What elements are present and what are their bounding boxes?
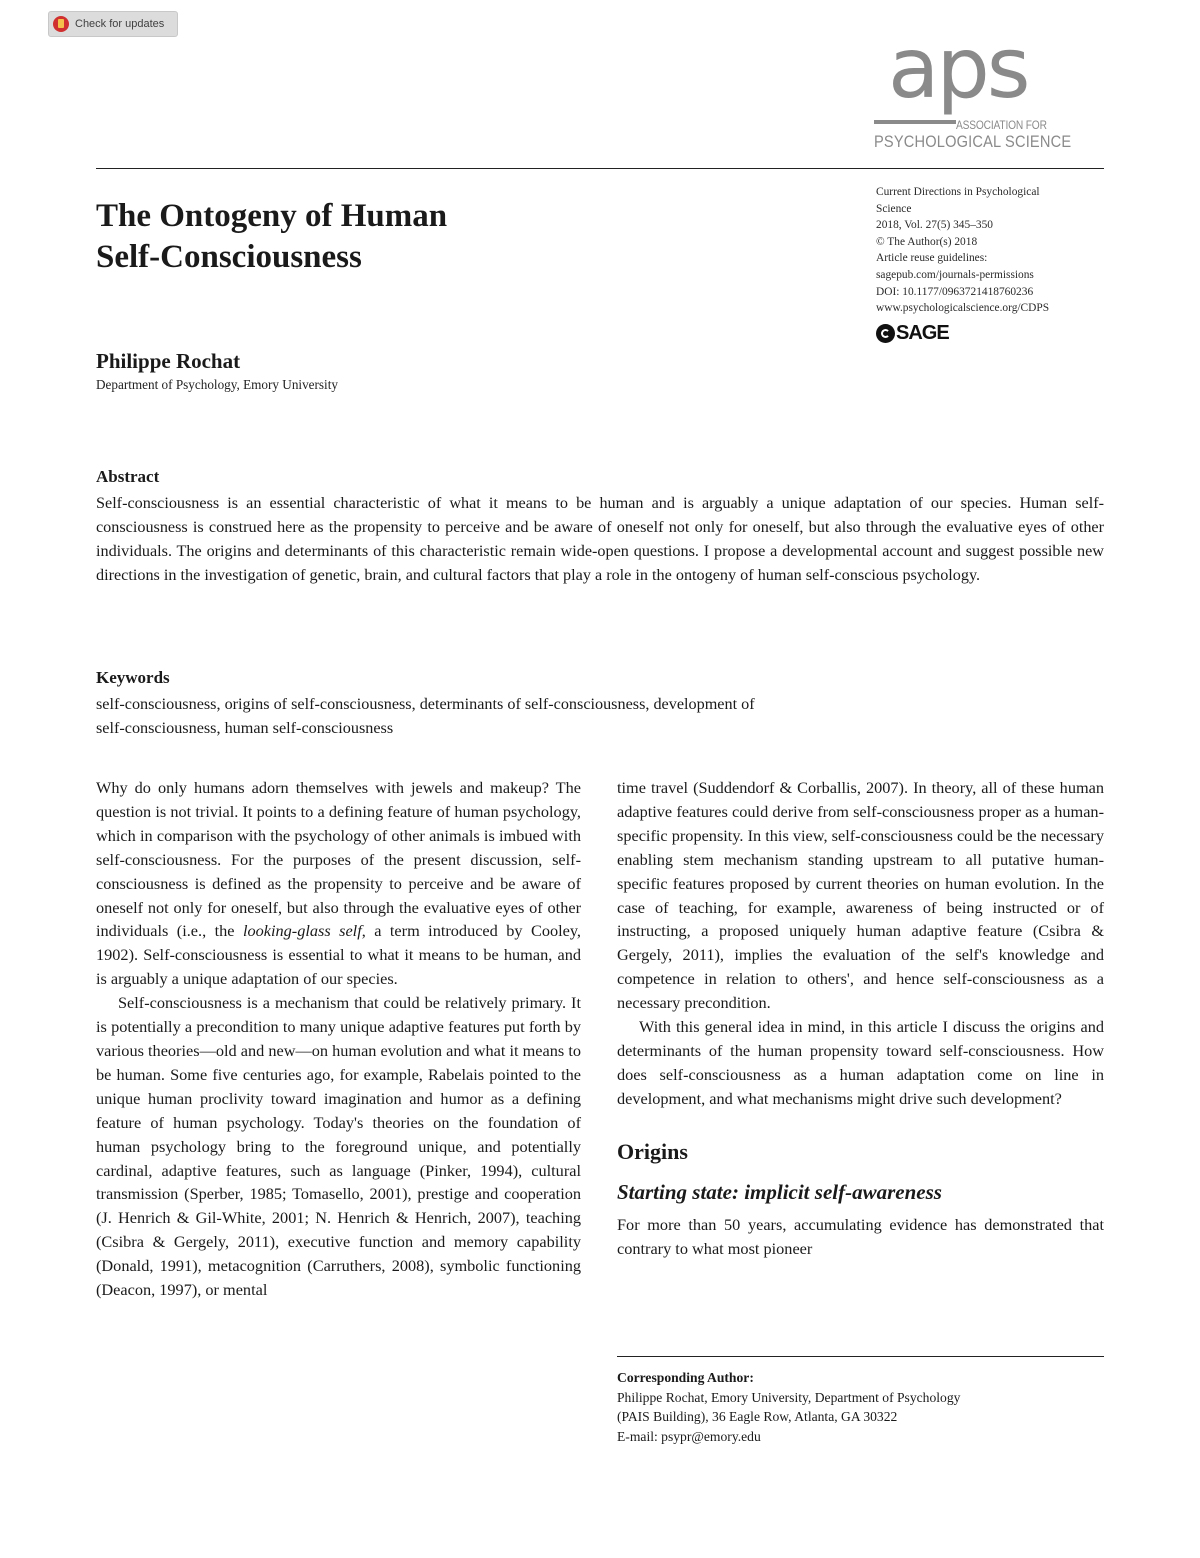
sage-logo-icon	[876, 324, 895, 343]
email-link[interactable]: psypr@emory.edu	[661, 1428, 761, 1444]
body-paragraph: Self-consciousness is a mechanism that could be relatively primary. It is potentially a precondition to many unique adaptive features put forth by various theories—old and new—on human evolution and what it means to be human. Some five centuries ago, for example, Rabelais pointed to the unique human proclivity toward imagination and humor as a defining feature of human psychology. Today's theories on the foundation of human psychology bring to the foreground unique, and potentially cardinal, adaptive features, such as language (Pinker, 1994), cultural transmission (Sperber, 1985; Tomasello, 2001), prestige and cooperation (J. Henrich & Gil-White, 2001; N. Henrich & Henrich, 2007), teaching (Csibra & Gergely, 2011), executive function and memory capability (Donald, 1991), metacognition (Carruthers, 2008), symbolic functioning (Deacon, 1997), or mental	[96, 993, 581, 1300]
italic-term: looking-glass self	[242, 921, 362, 941]
paragraph-text: , a term introduced by Cooley, 1902). Self-consciousness is essential to what it means to be human, and is arguably a unique adaptation of our species.	[96, 921, 581, 989]
volume-info: 2018, Vol. 27(5) 345–350	[876, 219, 993, 232]
sage-logo-word: SAGE	[896, 322, 949, 344]
abstract-text: Self-consciousness is an essential characteristic of what it means to be human and is arguably a unique adaptation of our species. Human self-consciousness is construed here as the propensity to perceive and be aware of oneself not only for oneself, but also through the evaluative eyes of other individuals. The origins and determinants of this characteristic remain wide-open questions. I propose a developmental account and suggest possible new directions in the investigation of genetic, brain, and cultural factors that play a role in the ontogeny of human self-conscious psychology.	[96, 494, 1104, 584]
keywords-line: self-consciousness, human self-consciousness	[96, 719, 394, 737]
email-label: E-mail:	[617, 1428, 662, 1444]
body-column-right	[617, 776, 1104, 1261]
footnote-email-line	[617, 1427, 1104, 1447]
body-paragraph: With this general idea in mind, in this article I discuss the origins and determinants of the human propensity toward self-consciousness. How does self-consciousness as a human adaptation come on line in development, and what mechanisms might drive such development?	[617, 1017, 1104, 1108]
subsection-heading: Starting state: implicit self-awareness	[617, 1179, 942, 1204]
sage-logo	[876, 322, 949, 345]
update-badge-icon	[53, 16, 69, 32]
section-heading: Origins	[617, 1138, 688, 1164]
body-paragraph	[96, 776, 581, 991]
doi[interactable]: DOI: 10.1177/0963721418760236	[876, 285, 1034, 298]
keywords-heading: Keywords	[96, 668, 170, 687]
aps-logo-mark: aps	[888, 19, 1028, 117]
title-line: Self-Consciousness	[96, 239, 362, 275]
keywords-line: self-consciousness, origins of self-consciousness, determinants of self-consciousness, development of	[96, 695, 755, 713]
corresponding-author-footnote	[617, 1368, 1104, 1446]
aps-logo-bar	[874, 120, 956, 124]
reuse-label: Article reuse guidelines:	[876, 252, 988, 265]
journal-metadata	[876, 184, 1104, 317]
body-column-left	[96, 776, 581, 1302]
copyright: © The Author(s) 2018	[876, 235, 978, 248]
paragraph-text: Why do only humans adorn themselves with jewels and makeup? The question is not trivial. It points to a defining feature of human psychology, which in comparison with the psychology of other animals is imbued with self-consciousness. For the purposes of the present discussion, self-consciousness is defined as the propensity to perceive and be aware of oneself not only for oneself, but also through the evaluative eyes of other individuals (i.e., the	[96, 778, 581, 941]
journal-name: Current Directions in Psychological	[876, 186, 1040, 198]
body-paragraph: time travel (Suddendorf & Corballis, 2007). In theory, all of these human adaptive features could derive from self-consciousness proper as a human-specific propensity. In this view, self-consciousness could be the necessary enabling stem mechanism standing upstream to all putative human-specific features proposed by current theories on human evolution. In the case of teaching, for example, awareness of being instructed or of instructing, a proposed uniquely human adaptive feature (Csibra & Gergely, 2011), implies the evaluation of the self's knowledge and competence in relation to others', and hence self-consciousness as a necessary precondition.	[617, 778, 1104, 1013]
title-line: The Ontogeny of Human	[96, 198, 448, 234]
journal-url[interactable]: www.psychologicalscience.org/CDPS	[876, 302, 1050, 315]
body-paragraph: For more than 50 years, accumulating evidence has demonstrated that contrary to what most pioneer	[617, 1214, 1104, 1258]
permissions-link[interactable]: sagepub.com/journals-permissions	[876, 268, 1034, 281]
journal-name-cont: Science	[876, 202, 912, 215]
footnote-rule	[617, 1356, 1104, 1357]
footnote-address: Philippe Rochat, Emory University, Department of Psychology	[617, 1389, 961, 1405]
article-title	[96, 196, 656, 278]
abstract-heading: Abstract	[96, 467, 160, 486]
check-for-updates-label: Check for updates	[75, 18, 165, 30]
aps-logo-line1: ASSOCIATION FOR	[956, 118, 1047, 132]
footnote-label: Corresponding Author:	[617, 1370, 754, 1385]
footnote-address: (PAIS Building), 36 Eagle Row, Atlanta, GA 30322	[617, 1409, 898, 1425]
check-for-updates-button[interactable]	[48, 11, 178, 37]
keywords-list	[96, 692, 966, 740]
aps-logo	[874, 19, 1072, 156]
aps-logo-line2: PSYCHOLOGICAL SCIENCE	[874, 132, 1072, 151]
header-rule	[96, 168, 1104, 169]
author-affiliation: Department of Psychology, Emory University	[96, 377, 338, 392]
author-name: Philippe Rochat	[96, 349, 241, 373]
